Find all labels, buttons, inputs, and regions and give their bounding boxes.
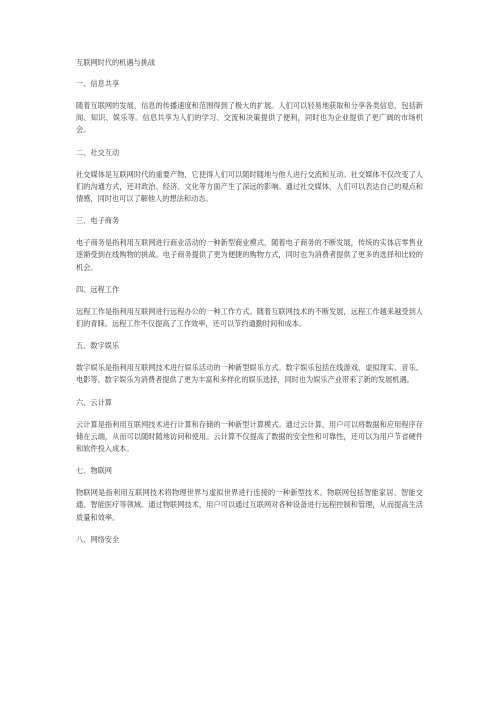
section-paragraph: 随着互联网的发展，信息的传播速度和范围得到了极大的扩展。人们可以轻易地获取和分享各类信息，包括新闻、知识、娱乐等。信息共享为人们的学习、交流和决策提供了便利，同时也为企业提供了更广阔的市场机会。 (76, 101, 423, 135)
section-heading: 一、信息共享 (76, 79, 120, 88)
section-heading: 七、物联网 (76, 466, 112, 476)
section-social-interaction (76, 148, 423, 206)
section-heading: 二、社交互动 (76, 147, 120, 157)
section-paragraph: 社交媒体是互联网时代的重要产物，它使得人们可以随时随地与他人进行交流和互动。社交媒体不仅改变了人们的沟通方式，还对政治、经济、文化等方面产生了深远的影响。通过社交媒体，人们可以表达自己的观点和情感，同时也可以了解他人的想法和动态。 (76, 169, 423, 204)
section-heading: 三、电子商务 (76, 216, 120, 226)
section-remote-work (76, 285, 423, 330)
section-paragraph: 云计算是指利用互联网技术进行计算和存储的一种新型计算模式。通过云计算，用户可以将数据和应用程序存储在云端，从而可以随时随地访问和使用。云计算不仅提高了数据的安全性和可靠性，还可以为用户节省硬件和软件投入成本。 (76, 419, 423, 454)
section-information-sharing (76, 79, 423, 137)
section-digital-entertainment (76, 341, 423, 386)
document-title: 互联网时代的机遇与挑战 (76, 58, 156, 67)
section-paragraph: 数字娱乐是指利用互联网技术进行娱乐活动的一种新型娱乐方式。数字娱乐包括在线游戏、虚拟现实、音乐、电影等。数字娱乐为消费者提供了更为丰富和多样化的娱乐选择，同时也为娱乐产业带来了新的发展机遇。 (76, 363, 423, 385)
section-e-commerce (76, 216, 423, 274)
section-heading: 八、网络安全 (76, 534, 120, 544)
section-cloud-computing (76, 398, 423, 456)
section-paragraph: 物联网是指利用互联网技术将物理世界与虚拟世界进行连接的一种新型技术。物联网包括智能家居、智能交通、智能医疗等领域。通过物联网技术，用户可以通过互联网对各种设备进行远程控制和管理，从而提高生活质量和效率。 (76, 488, 423, 522)
document-page (76, 58, 423, 556)
section-paragraph: 远程工作是指利用互联网进行远程办公的一种工作方式。随着互联网技术的不断发展，远程工作越来越受到人们的青睐。远程工作不仅提高了工作效率，还可以节约通勤时间和成本。 (76, 306, 423, 329)
section-heading: 五、数字娱乐 (76, 341, 120, 351)
section-internet-of-things (76, 466, 423, 524)
section-heading: 六、云计算 (76, 397, 112, 407)
section-heading: 四、远程工作 (76, 284, 120, 294)
section-paragraph: 电子商务是指利用互联网进行商业活动的一种新型商业模式，随着电子商务的不断发展，传统的实体店零售业逐渐受到在线购物的挑战。电子商务提供了更为便捷的购物方式，同时也为消费者提供了更多的选择和比较的机会。 (76, 238, 423, 272)
section-network-security (76, 535, 423, 545)
